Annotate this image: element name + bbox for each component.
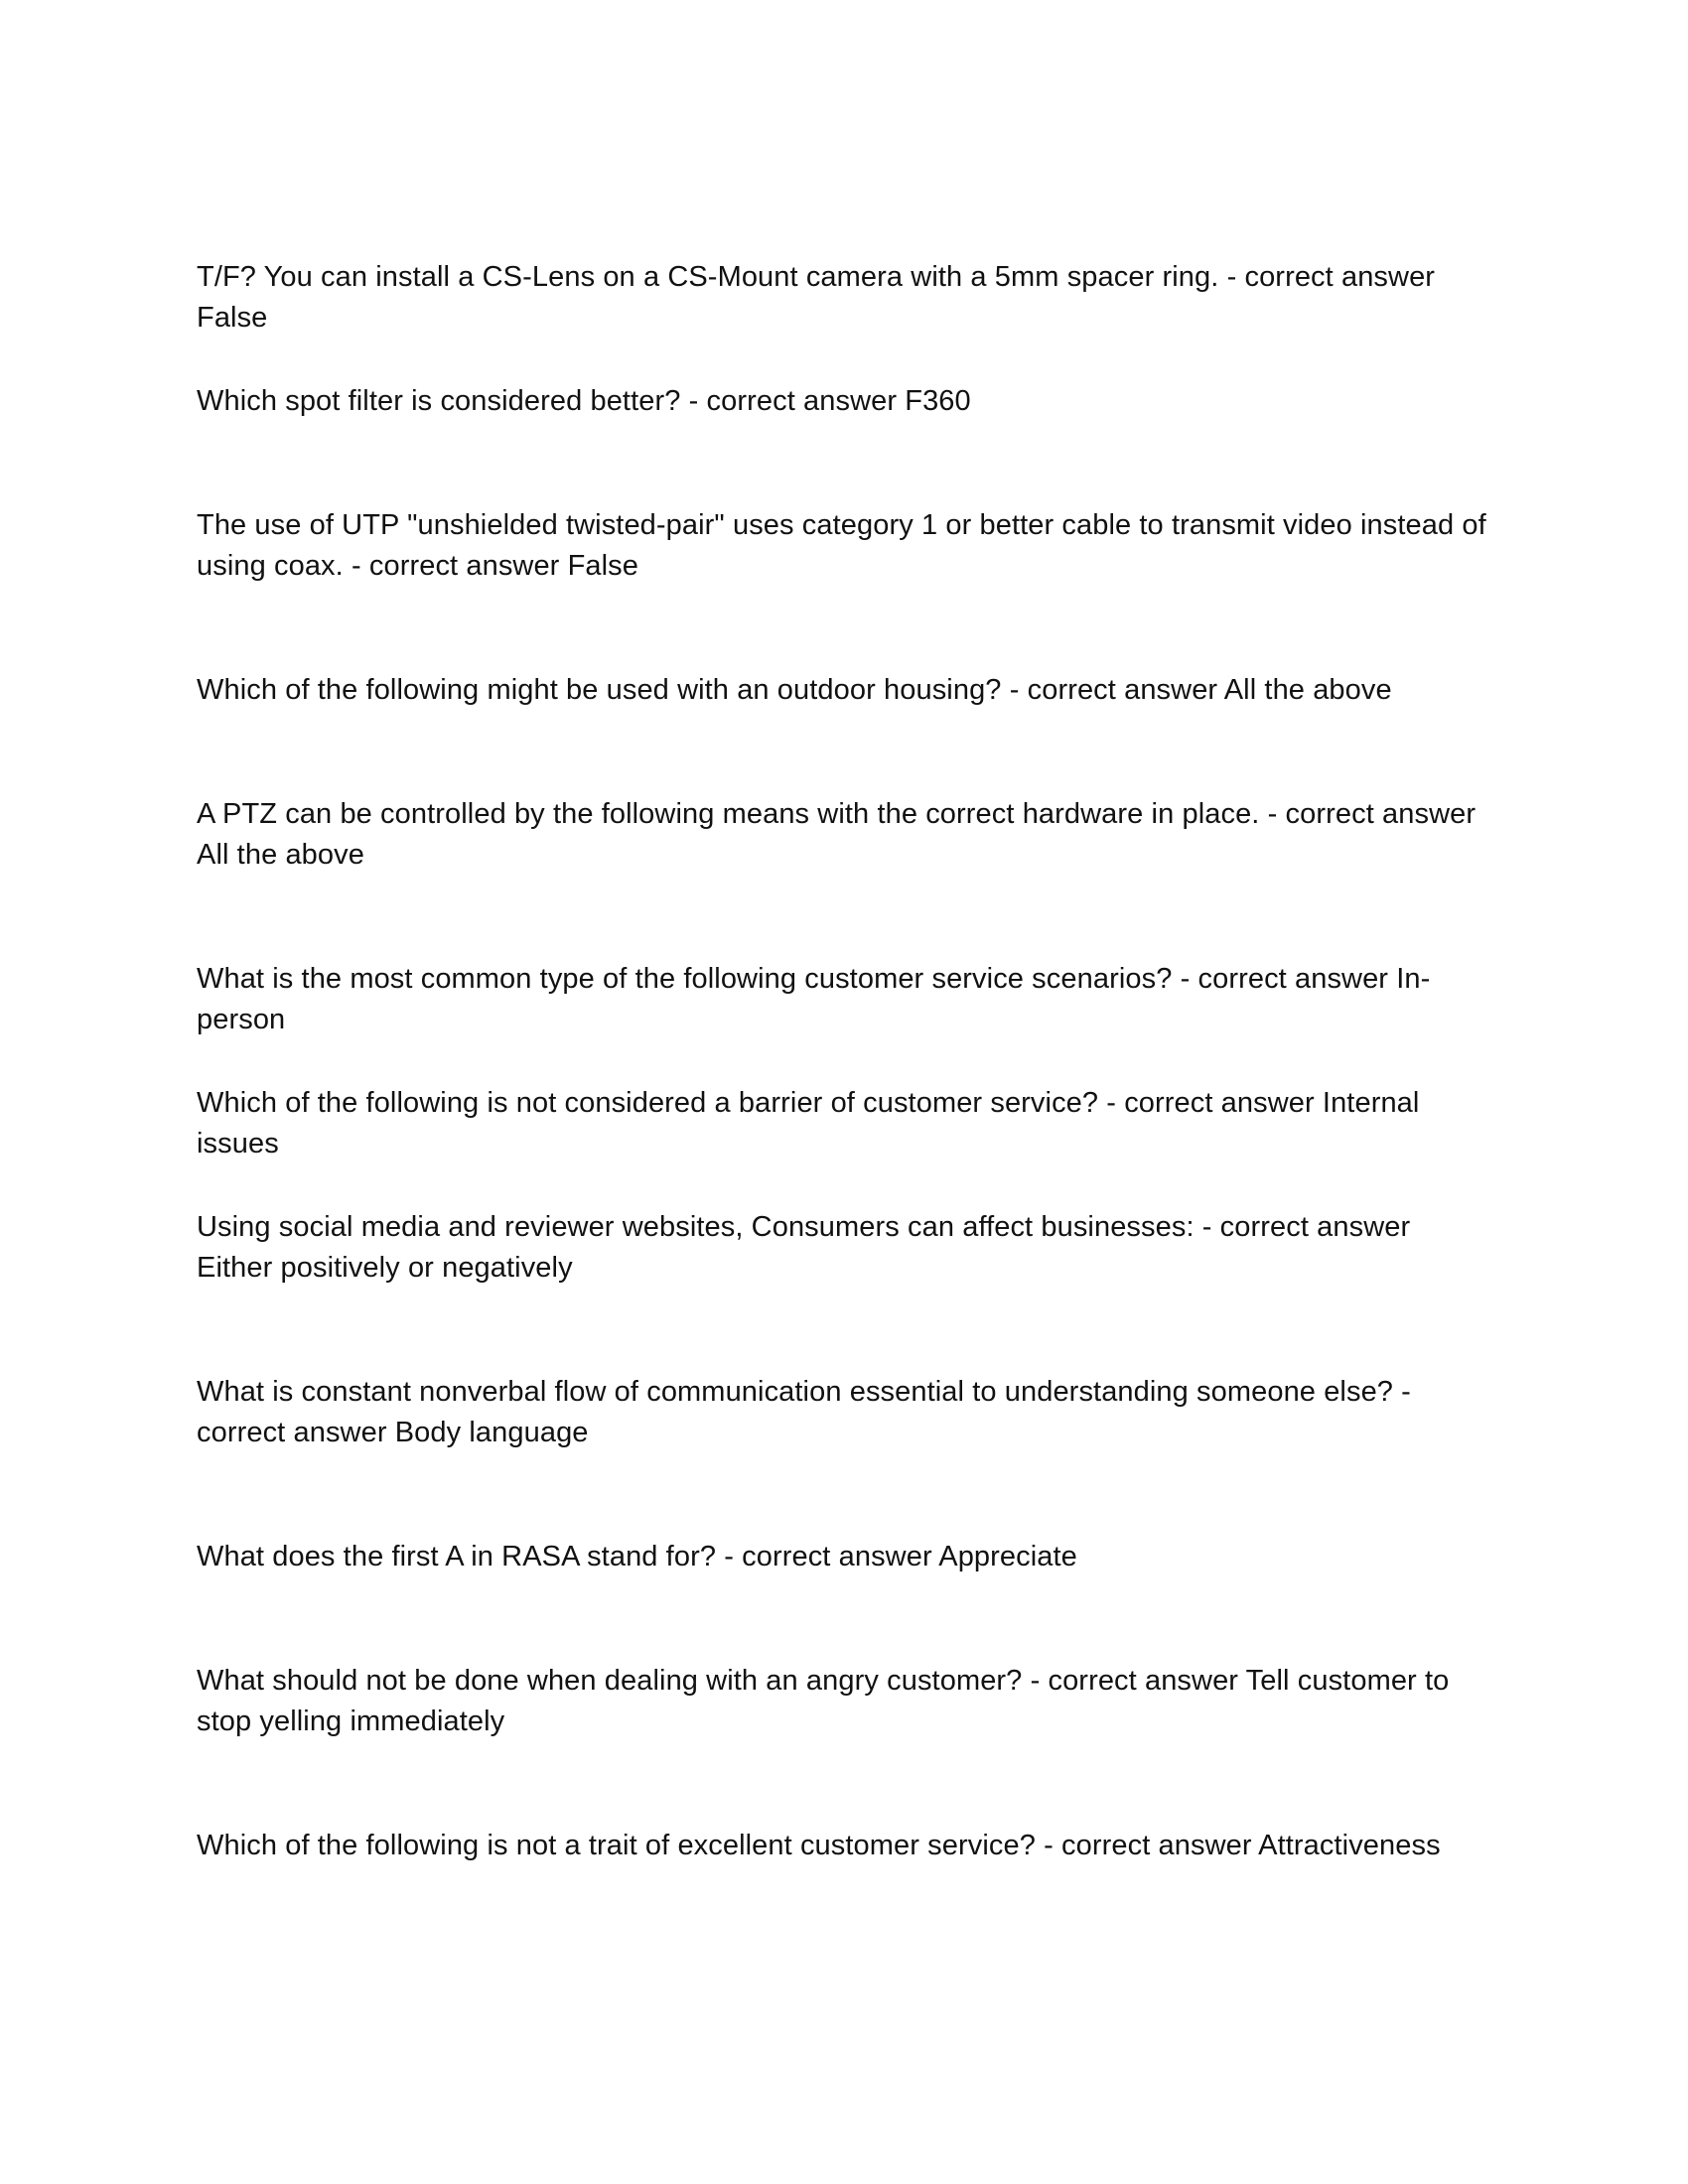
qa-item-7: Which of the following is not considered a barrier of customer service? - correct answer Internal issues xyxy=(197,1087,1420,1160)
qa-item-4: Which of the following might be used with an outdoor housing? - correct answer All the above xyxy=(197,674,1392,706)
qa-item-10: What does the first A in RASA stand for? - correct answer Appreciate xyxy=(197,1541,1077,1572)
qa-item-8: Using social media and reviewer websites, Consumers can affect businesses: - correct answer Either positively or negatively xyxy=(197,1211,1411,1284)
qa-item-3: The use of UTP "unshielded twisted-pair" uses category 1 or better cable to transmit video instead of using coax. - correct answer False xyxy=(197,509,1486,582)
qa-item-9: What is constant nonverbal flow of communication essential to understanding someone else? - correct answer Body language xyxy=(197,1376,1411,1448)
qa-item-11: What should not be done when dealing with an angry customer? - correct answer Tell customer to stop yelling immediately xyxy=(197,1665,1450,1737)
qa-item-6: What is the most common type of the following customer service scenarios? - correct answer In-person xyxy=(197,963,1431,1035)
qa-item-12: Which of the following is not a trait of excellent customer service? - correct answer Attractiveness xyxy=(197,1830,1441,1861)
qa-item-1: T/F? You can install a CS-Lens on a CS-Mount camera with a 5mm spacer ring. - correct answer False xyxy=(197,261,1436,334)
qa-item-2: Which spot filter is considered better? - correct answer F360 xyxy=(197,385,971,417)
qa-item-5: A PTZ can be controlled by the following means with the correct hardware in place. - correct answer All the above xyxy=(197,798,1477,871)
